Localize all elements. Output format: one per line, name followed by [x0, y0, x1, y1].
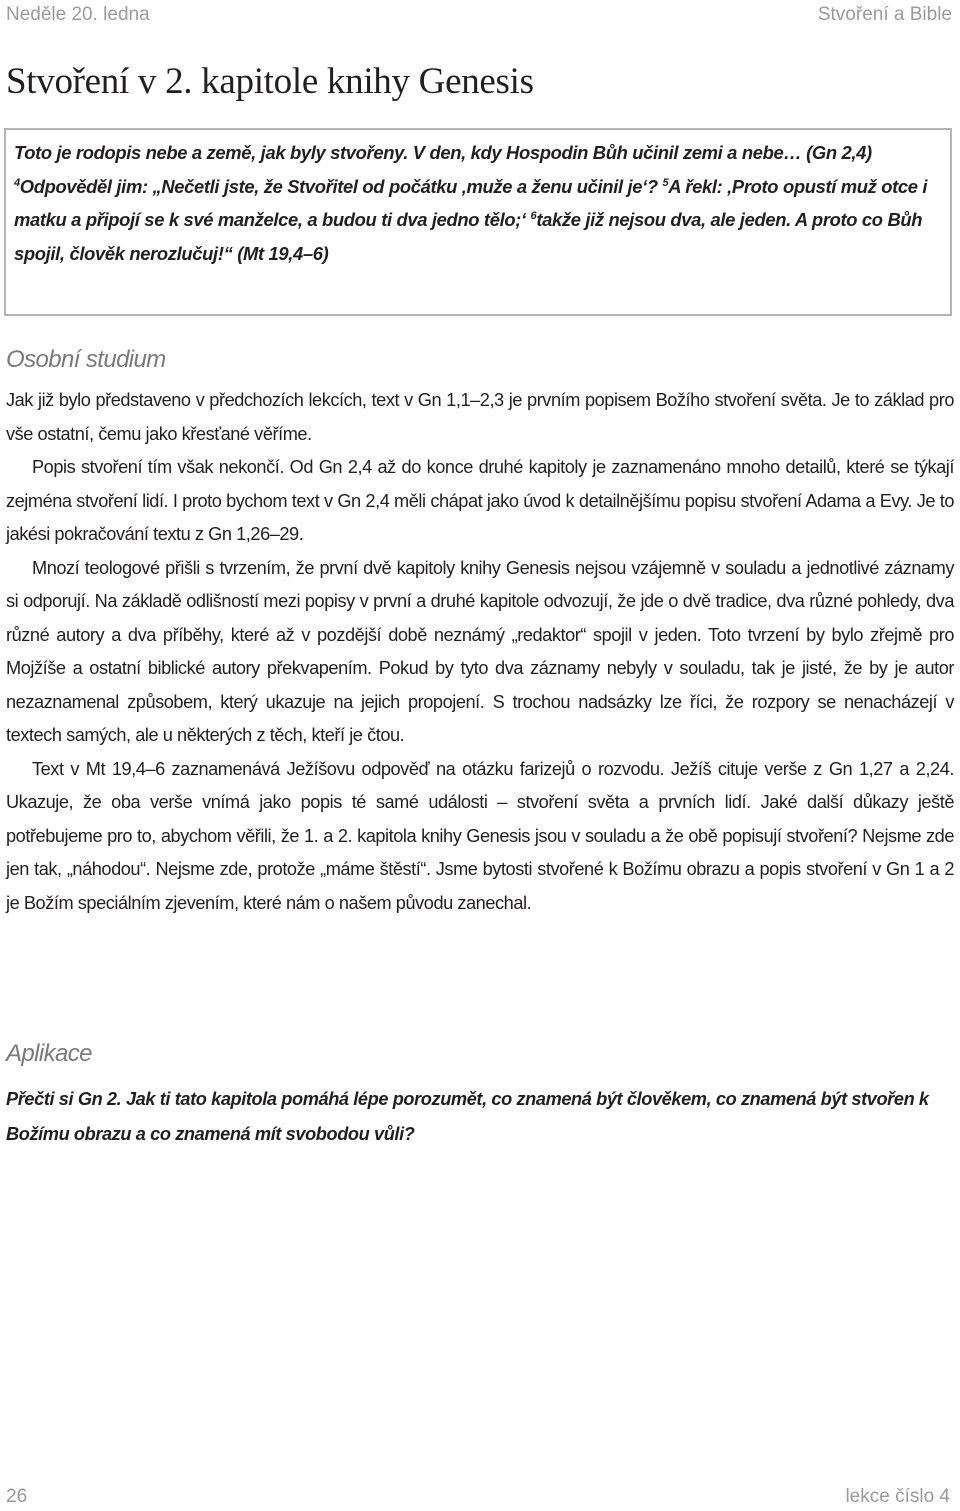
study-body	[6, 384, 954, 920]
header-date: Neděle 20. ledna	[6, 4, 150, 25]
study-paragraph-3: Mnozí teologové přišli s tvrzením, že první dvě kapitoly knihy Genesis nejsou vzájemně v souladu a jednotlivé záznamy si odporují. Na základě odlišností mezi popisy v první a druhé kapitole odvozují, že jde o dvě tradice, dva různé pohledy, dva různé autory a dva příběhy, které až v pozdější době neznámý „redaktor“ spojil v jeden. Toto tvrzení by bylo zřejmě pro Mojžíše a ostatní biblické autory překvapením. Pokud by tyto dva záznamy nebyly v souladu, tak je jisté, že by je autor nezaznamenal způsobem, který ukazuje na jejich propojení. S trochou nadsázky lze říci, že rozpory se nenacházejí v textech samých, ale u některých z těch, kteří je čtou.	[6, 557, 954, 745]
verse-5-text: A řekl: ‚Proto opustí muž otce i matku a připojí se k své manželce, a budou ti dva jedno tělo;‘	[14, 175, 928, 230]
verse-reference: (Mt 19,4–6)	[237, 242, 329, 264]
lesson-label: lekce číslo 4	[845, 1486, 950, 1507]
scripture-box	[4, 128, 952, 316]
header-series: Stvoření a Bible	[817, 4, 952, 25]
study-paragraph-4: Text v Mt 19,4–6 zaznamenává Ježíšovu odpověď na otázku farizejů o rozvodu. Ježíš cituje verše z Gn 1,27 a 2,24. Ukazuje, že oba verše vnímá jako popis té samé události – stvoření světa a prvních lidí. Jaké další důkazy ještě potřebujeme pro to, abychom věřili, že 1. a 2. kapitola knihy Genesis jsou v souladu a že obě popisují stvoření? Nejsme zde jen tak, „náhodou“. Nejsme zde, protože „máme štěstí“. Jsme bytosti stvořené k Božímu obrazu a popis stvoření v Gn 1 a 2 je Božím speciálním zjevením, které nám o našem původu zanechal.	[6, 758, 954, 913]
application-body	[6, 1082, 954, 1152]
scripture-genesis: Toto je rodopis nebe a země, jak byly stvořeny. V den, kdy Hospodin Bůh učinil zemi a nebe… (Gn 2,4)	[14, 142, 872, 163]
verse-number-6: 6	[530, 210, 537, 222]
study-paragraph-2: Popis stvoření tím však nekončí. Od Gn 2,4 až do konce druhé kapitoly je zaznamenáno mnoho detailů, které se týkají zejména stvoření lidí. I proto bychom text v Gn 2,4 měli chápat jako úvod k detailnějšímu popisu stvoření Adama a Evy. Je to jakési pokračování textu z Gn 1,26–29.	[6, 457, 954, 544]
application-text: Přečti si Gn 2. Jak ti tato kapitola pomáhá lépe porozumět, co znamená být člověkem, co znamená být stvořen k Božímu obrazu a co znamená mít svobodou vůli?	[6, 1089, 929, 1144]
page-title: Stvoření v 2. kapitole knihy Genesis	[6, 61, 534, 102]
verse-4-text: Odpověděl jim: „Nečetli jste, že Stvořitel od počátku ‚muže a ženu učinil je‘?	[19, 175, 663, 197]
verse-number-4: 4	[14, 176, 20, 189]
study-paragraph-1: Jak již bylo představeno v předchozích lekcích, text v Gn 1,1–2,3 je prvním popisem Božího stvoření světa. Je to základ pro vše ostatní, čemu jako křesťané věříme.	[6, 390, 954, 444]
verse-number-5: 5	[662, 176, 669, 189]
study-heading: Osobní studium	[6, 346, 166, 373]
scripture-matthew	[14, 170, 942, 271]
page-number: 26	[6, 1486, 28, 1507]
application-heading: Aplikace	[6, 1040, 92, 1067]
verse-6-text: takže již nejsou dva, ale jeden. A proto co Bůh spojil, člověk nerozlučuj!“	[14, 209, 923, 264]
